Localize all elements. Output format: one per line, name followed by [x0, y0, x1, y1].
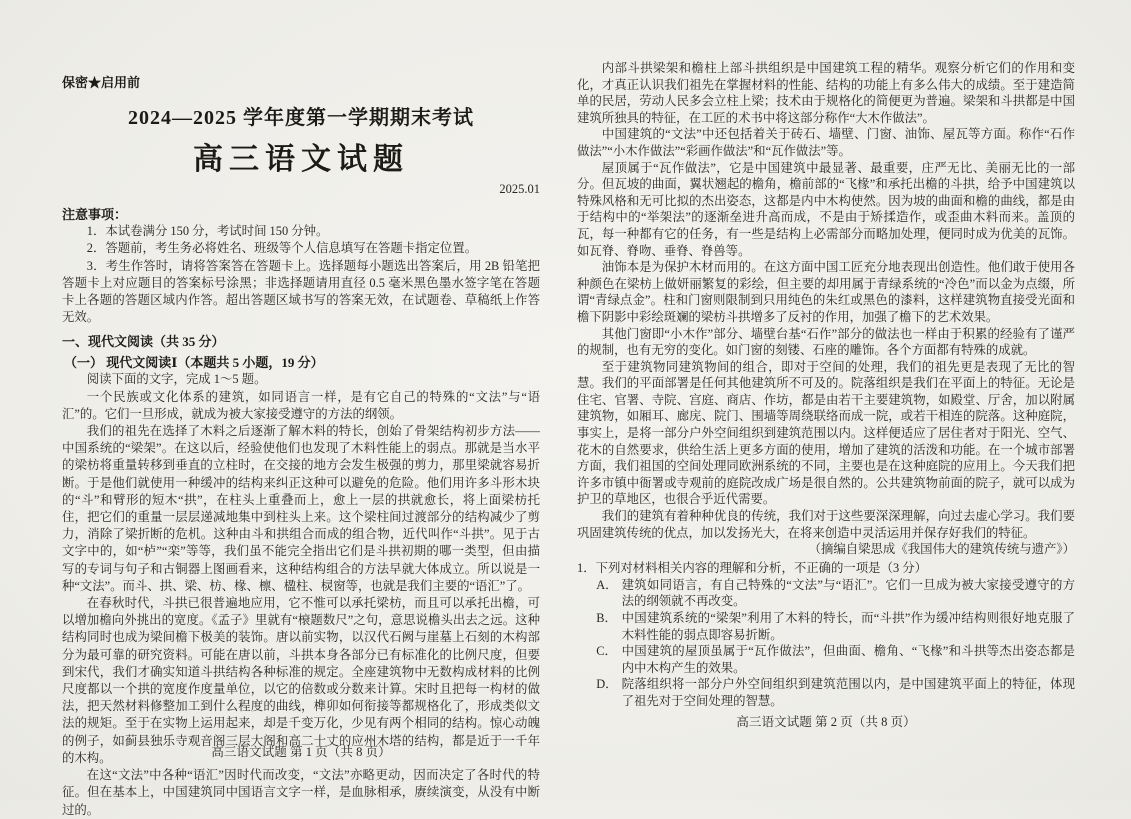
- notes-heading: 注意事项：: [62, 207, 128, 223]
- subsection-heading: （一） 现代文阅读Ⅰ（本题共 5 小题，19 分）: [64, 355, 324, 371]
- passage-paragraph: 屋顶属于“瓦作做法”，它是中国建筑中最显著、最重要，庄严无比、美丽无比的一部分。但瓦坡的曲面，翼状翘起的檐角，檐前部的“飞椽”和承托出檐的斗拱，给予中国建筑以特殊风格和无可比拟的杰出姿态，这都是内中木构使然。因为坡的曲面和檐的曲线，都是由于结构中的“举架法”的逐渐垒进升高而成，不是由于矫揉造作，或歪曲木料而来。盖顶的瓦，每一种都有它的任务，有一些是结构上必需部分而略加处理，便同时成为优美的瓦饰。如瓦脊、脊吻、垂脊、脊兽等。: [577, 160, 1075, 258]
- question-1-option-d: [577, 676, 1075, 709]
- page-1-footer: 高三语文试题 第 1 页（共 8 页）: [211, 745, 391, 759]
- exam-date: 2025.01: [499, 182, 540, 196]
- page-1: [62, 72, 540, 817]
- note-item-2: 2．答题前，考生务必将姓名、班级等个人信息填写在答题卡指定位置。: [86, 241, 478, 256]
- section-heading: 一、现代文阅读（共 35 分）: [62, 334, 225, 350]
- exam-session-title: 2024—2025 学年度第一学期期末考试: [128, 107, 474, 129]
- exam-title: 高三语文试题: [193, 143, 409, 176]
- option-label: D．: [596, 677, 618, 692]
- passage-paragraph: 至于建筑物同建筑物间的组合，即对于空间的处理，我们的祖先更是表现了无比的智慧。我们的平面部署是任何其他建筑所不可及的。院落组织是我们在平面上的特征。无论是住宅、官署、寺院、宫庭、商店、作坊，都是由若干主要建筑物，如殿堂、厅舍，加以附属建筑物，如厢耳、廊庑、院门、围墙等周绕联络而成一院，或若干相连的院落。这种庭院，事实上，是将一部分户外空间组织到建筑范围以内。这样便适应了居住者对于阳光、空气、花木的自然要求，供给生活上更多方面的使用，增加了建筑的活泼和功能。在一个城市部署方面，我们祖国的空间处理同欧洲系统的不同，主要也是在这种庭院的应用上。今天我们把许多市镇中衙署或寺观前的庭院改成广场是很自然的。公共建筑物前面的院子，就可以成为护卫的草地区，也很合乎近代需要。: [577, 359, 1075, 507]
- passage-paragraph: 中国建筑的“文法”中还包括着关于砖石、墙壁、门窗、油饰、屋瓦等方面。称作“石作做法”“小木作做法”“彩画作做法”和“瓦作做法”等。: [577, 127, 1075, 158]
- note-item-1: 1．本试卷满分 150 分，考试时间 150 分钟。: [86, 224, 329, 239]
- question-1-option-b: [577, 610, 1075, 643]
- question-1-option-a: [577, 577, 1075, 610]
- passage-paragraph: 在春秋时代，斗拱已很普遍地应用，它不惟可以承托梁枋，而且可以承托出檐，可以增加檐向外挑出的宽度。《孟子》里就有“榱题数尺”之句，意思说檐头出去之远。这种结构同时也成为梁间檐下极美的装饰。唐以前实物，以汉代石阙与崖墓上石刻的木构部分为最可靠的研究资料。可能在唐以前，斗拱本身各部分已有标准化的比例尺度，但要到宋代，我们才确实知道斗拱结构各种标准的规定。全座建筑物中无数构成材料的比例尺度都以一个拱的宽度作度量单位，以它的倍数或分数来计算。宋时且把每一构材的做法，把天然材料修整加工到什么程度的曲线，榫卯如何衔接等都规格化了，形成类似文法的规矩。至于在实物上运用起来，却是千变万化，少见有两个相同的结构。惊心动魄的例子，如蓟县独乐寺观音阁三层大阁和高二十丈的应州木塔的结构，都是近于一千年的木构。: [62, 596, 540, 765]
- page-2-footer: 高三语文试题 第 2 页（共 8 页）: [736, 715, 916, 729]
- passage-paragraph: 油饰本是为保护木材而用的。在这方面中国工匠充分地表现出创造性。他们敢于使用各种颜色在梁枋上做妍丽繁复的彩绘，但主要的却用属于青绿系统的“冷色”而以金为点缀，所谓“青绿点金”。柱和门窗则限制到只用纯色的朱红或黑色的漆料，这样建筑物直接受光面和檐下阴影中彩绘斑斓的梁枋斗拱增多了反衬的作用，加强了檐下的艺术效果。: [577, 260, 1075, 324]
- reading-instruction: 阅读下面的文字，完成 1～5 题。: [86, 372, 267, 387]
- option-text: 中国建筑的屋顶虽属于“瓦作做法”，但曲面、檐角、“飞椽”和斗拱等杰出姿态都是内中木构产生的效果。: [621, 644, 1075, 675]
- page-2: [577, 60, 1075, 772]
- security-classification: 保密★启用前: [62, 75, 141, 90]
- option-label: C．: [596, 644, 617, 659]
- option-label: A．: [596, 577, 618, 592]
- question-1-stem: 1．下列对材料相关内容的理解和分析，不正确的一项是（3 分）: [577, 561, 928, 576]
- passage-paragraph: 一个民族或文化体系的建筑，如同语言一样，是有它自己的特殊的“文法”与“语汇”的。它们一旦形成，就成为被大家接受遵守的方法的纲领。: [62, 389, 540, 421]
- option-label: B．: [596, 611, 617, 625]
- option-text: 院落组织将一部分户外空间组织到建筑范围以内，是中国建筑平面上的特征，体现了祖先对于空间处理的智慧。: [621, 677, 1075, 708]
- passage-paragraph: 其他门窗即“小木作”部分、墙壁台基“石作”部分的做法也一样由于积累的经验有了谨严的规制，也有无穷的变化。如门窗的刻镂、石座的雕饰。各个方面都有特殊的成就。: [577, 326, 1075, 358]
- passage-paragraph: 在这“文法”中各种“语汇”因时代而改变，“文法”亦略更动，因而决定了各时代的特征。但在基本上，中国建筑同中国语言文字一样，是血脉相承，赓续演变，从没有中断过的。: [62, 768, 540, 817]
- option-text: 中国建筑系统的“梁架”利用了木料的特长，而“斗拱”作为缓冲结构则很好地克服了木料性能的弱点即容易折断。: [621, 611, 1075, 642]
- question-1-option-c: [577, 643, 1075, 676]
- passage-attribution: （摘编自梁思成《我国伟大的建筑传统与遗产》）: [808, 542, 1075, 557]
- passage-paragraph: 我们的祖先在选择了木料之后逐渐了解木料的特长，创始了骨架结构初步方法——中国系统的“梁架”。在这以后，经验使他们也发现了木料性能上的弱点。那就是当水平的梁枋将重量转移到垂直的立柱时，在交接的地方会发生极强的剪力，那里梁就容易折断。于是他们就使用一种缓冲的结构来纠正这种可以避免的危险。他们用许多斗形木块的“斗”和臂形的短木“拱”，在柱头上重叠而上，愈上一层的拱就愈长，将上面梁枋托住，把它们的重量一层层递减地集中到柱头上来。这个梁柱间过渡部分的结构减少了剪力，消除了梁折断的危机。这种由斗和拱组合而成的组合物，近代叫作“斗拱”。见于古文字中的，如“栌”“栾”等等，我们虽不能完全指出它们是斗拱初期的哪一类型，但由描写的专词与句子和古铜器上图画看来，这种结构组合的方法早就大体成立。所以说是一种“文法”。而斗、拱、梁、枋、椽、檩、楹柱、棂窗等，也就是我们主要的“语汇”了。: [62, 424, 540, 593]
- option-text: 建筑如同语言，有自己特殊的“文法”与“语汇”。它们一旦成为被大家接受遵守的方法的纲领就不再改变。: [621, 577, 1075, 609]
- note-item-3: 3．考生作答时，请将答案答在答题卡上。选择题每小题选出答案后，用 2B 铅笔把答题卡上对应题目的答案标号涂黑；非选择题请用直径 0.5 毫米黑色墨水签字笔在答题卡上各题的答题区域内作答。超出答题区域书写的答案无效，在试题卷、草稿纸上作答无效。: [62, 258, 540, 325]
- passage-paragraph: 内部斗拱梁架和檐柱上部斗拱组织是中国建筑工程的精华。观察分析它们的作用和变化，才真正认识我们祖先在掌握材料的性能、结构的功能上有多么伟大的成绩。至于建造简单的民居，劳动人民多会立柱上梁；技术由于规格化的简便更为普遍。梁架和斗拱都是中国建筑所独具的特征，在工匠的术书中将这部分称作“大木作做法”。: [577, 61, 1075, 125]
- passage-paragraph: 我们的建筑有着种种优良的传统，我们对于这些要深深理解，向过去虚心学习。我们要巩固建筑传统的优点，加以发扬光大，在将来创造中灵活运用并保存好我们的特征。: [577, 509, 1075, 540]
